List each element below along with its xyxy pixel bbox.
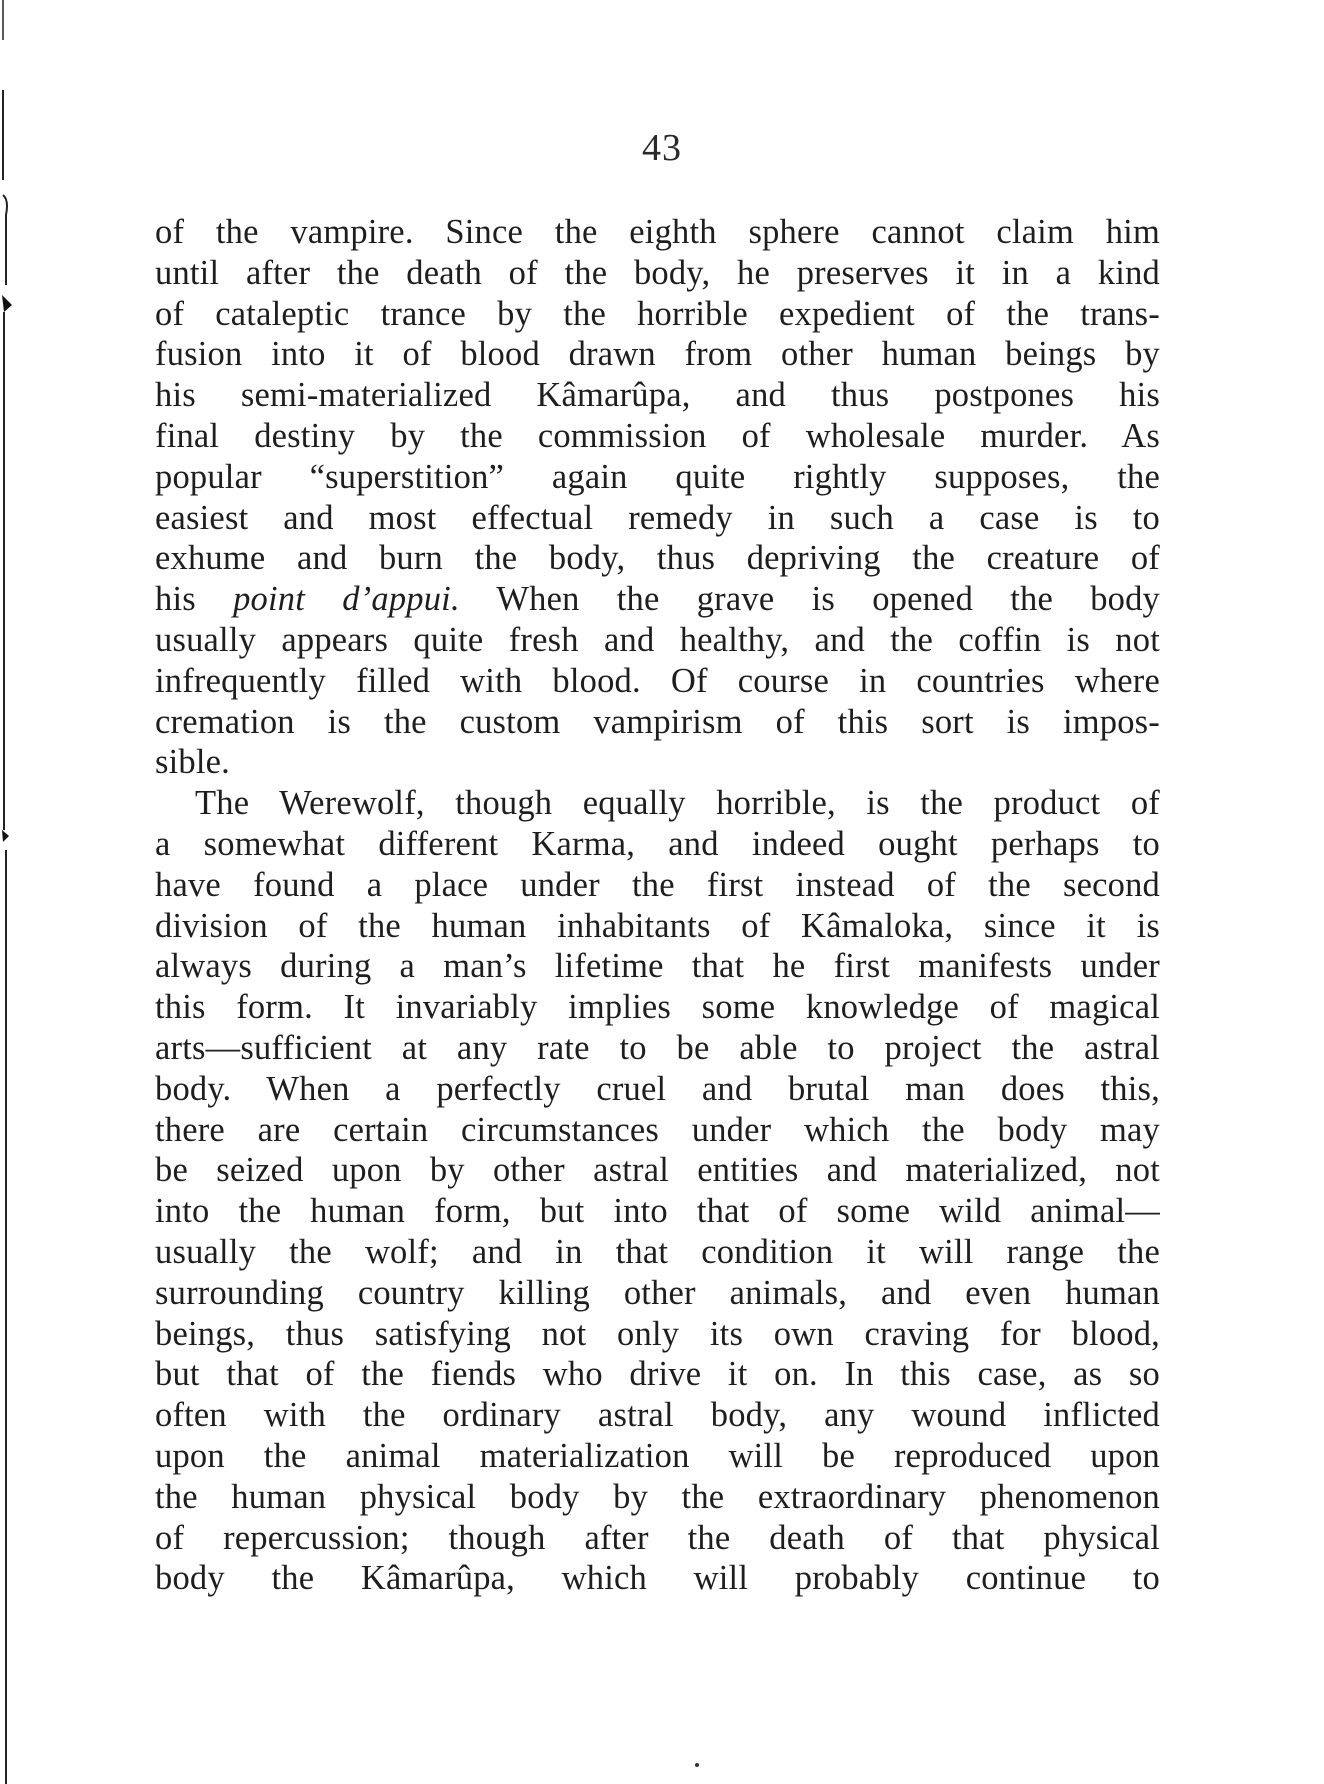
text-line: until after the death of the body, he preserves it in a kind (155, 253, 1160, 292)
text-line: a somewhat different Karma, and indeed ought perhaps to (155, 824, 1160, 863)
print-speck (695, 1763, 699, 1767)
text-line: but that of the fiends who drive it on. In this case, as so (155, 1355, 1160, 1394)
body-text (155, 212, 1160, 1599)
text-line: fusion into it of blood drawn from other human beings by (155, 335, 1160, 374)
text-segment: When the grave is opened the body (459, 580, 1161, 619)
text-line: infrequently filled with blood. Of course in countries where (155, 661, 1160, 700)
text-line: have found a place under the first instead of the second (155, 865, 1160, 904)
text-line: into the human form, but into that of some wild animal— (155, 1192, 1160, 1231)
text-line: usually appears quite fresh and healthy, and the coffin is not (155, 620, 1160, 659)
text-line: of repercussion; though after the death of that physical (155, 1518, 1160, 1557)
text-line: division of the human inhabitants of Kâmaloka, since it is (155, 906, 1160, 945)
text-line: final destiny by the commission of wholesale murder. As (155, 416, 1160, 455)
text-line: his semi-materialized Kâmarûpa, and thus postpones his (155, 376, 1160, 415)
text-line: of the vampire. Since the eighth sphere cannot claim him (155, 213, 1160, 251)
text-line: there are certain circumstances under which the body may (155, 1110, 1160, 1149)
text-line: always during a man’s lifetime that he first manifests under (155, 947, 1160, 986)
text-line: be seized upon by other astral entities and materialized, not (155, 1151, 1160, 1190)
text-line: of cataleptic trance by the horrible expedient of the trans- (155, 294, 1160, 333)
text-line: body. When a perfectly cruel and brutal man does this, (155, 1069, 1160, 1108)
text-line: surrounding country killing other animals, and even human (155, 1273, 1160, 1312)
text-line: upon the animal materialization will be reproduced upon (155, 1436, 1160, 1475)
text-line: exhume and burn the body, thus depriving the creature of (155, 539, 1160, 578)
binding-edge (0, 0, 14, 1784)
text-line: often with the ordinary astral body, any wound inflicted (155, 1396, 1160, 1435)
page-number: 43 (642, 127, 682, 169)
text-line: beings, thus satisfying not only its own craving for blood, (155, 1314, 1160, 1353)
text-line: body the Kâmarûpa, which will probably continue to (155, 1559, 1160, 1598)
text-line: this form. It invariably implies some knowledge of magical (155, 988, 1160, 1027)
text-line: the human physical body by the extraordinary phenomenon (155, 1477, 1160, 1516)
paragraph-start-line: The Werewolf, though equally horrible, is the product of (195, 784, 1160, 823)
text-line: usually the wolf; and in that condition it will range the (155, 1232, 1160, 1271)
text-line: arts—sufficient at any rate to be able to project the astral (155, 1028, 1160, 1067)
italic-phrase: point d’appui. (233, 580, 460, 619)
text-line-italic-phrase (155, 579, 1160, 620)
text-segment: his (155, 580, 234, 619)
text-line: easiest and most effectual remedy in such a case is to (155, 498, 1160, 537)
paragraph-end-line: sible. (155, 743, 230, 782)
text-line: popular “superstition” again quite rightly supposes, the (155, 457, 1160, 496)
text-line: cremation is the custom vampirism of this sort is impos- (155, 702, 1160, 741)
